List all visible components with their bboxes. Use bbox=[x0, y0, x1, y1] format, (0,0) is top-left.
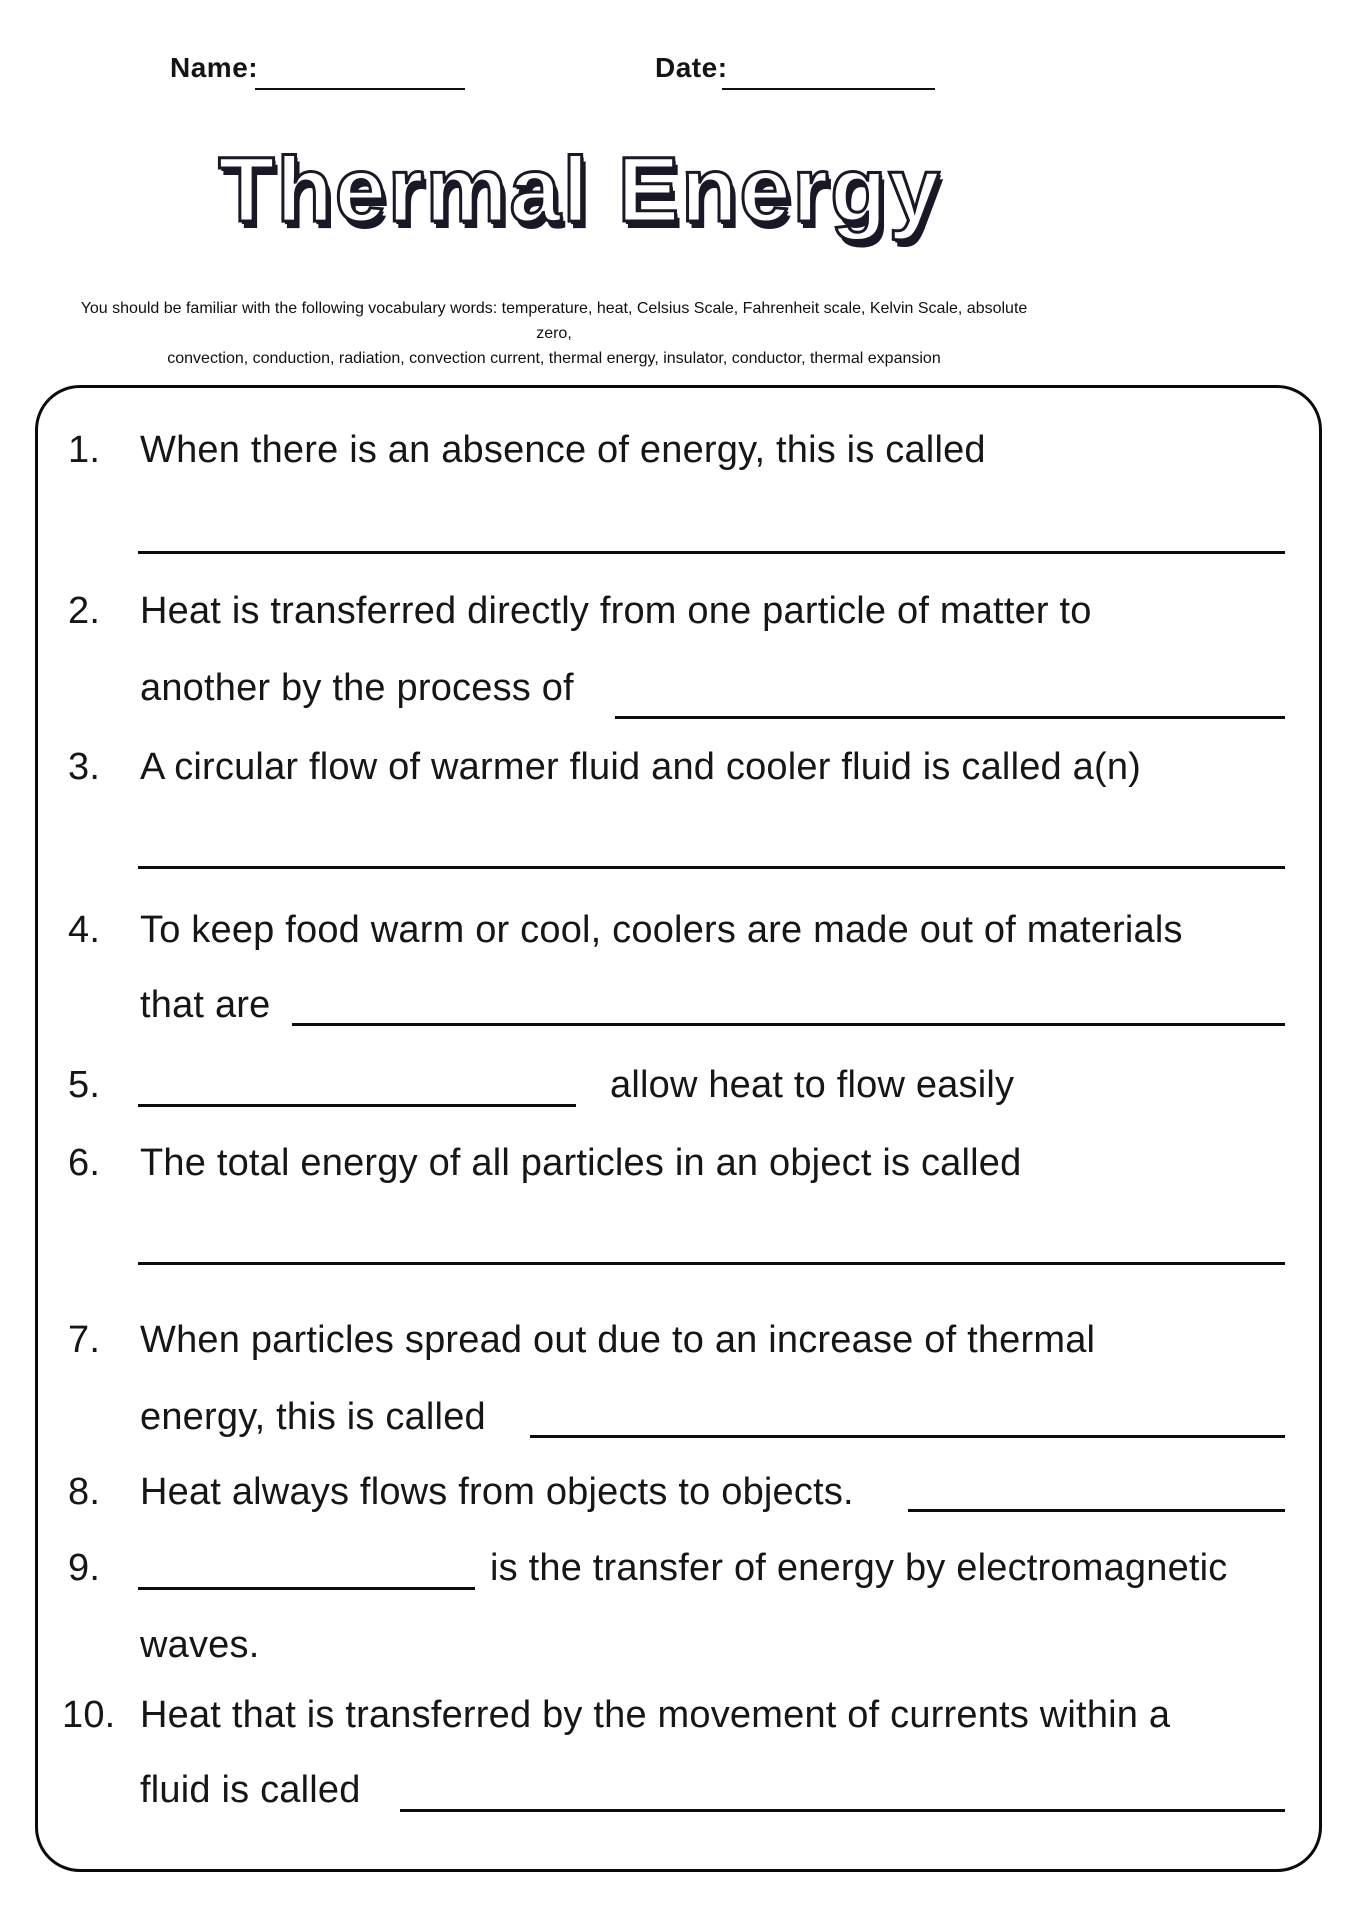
answer-blank-9 bbox=[138, 1587, 475, 1590]
question-text: The total energy of all particles in an object is called bbox=[140, 1142, 1022, 1184]
question-row-2 bbox=[68, 585, 1092, 637]
answer-blank-6 bbox=[138, 1262, 1285, 1265]
question-text: allow heat to flow easily bbox=[610, 1064, 1015, 1106]
question-number: 8. bbox=[68, 1471, 101, 1513]
name-label: Name: bbox=[170, 52, 259, 83]
answer-blank-5 bbox=[138, 1104, 576, 1107]
question-text: Heat always flows from objects to objects. bbox=[140, 1471, 854, 1513]
question-row-4 bbox=[68, 904, 1183, 956]
question-row-9 bbox=[68, 1542, 140, 1594]
question-text: When particles spread out due to an increase of thermal bbox=[140, 1319, 1096, 1361]
question-text: When there is an absence of energy, this is called bbox=[140, 429, 986, 471]
question-text: waves. bbox=[140, 1624, 260, 1666]
question-row-9-cont bbox=[140, 1619, 259, 1671]
instructions-line-1: You should be familiar with the following vocabulary words: temperature, heat, Celsius Scale, Fahrenheit scale, Kelvin Scale, absolute zero, bbox=[80, 300, 1028, 342]
question-row-10 bbox=[62, 1689, 1170, 1741]
question-row-1 bbox=[68, 424, 986, 476]
question-text: that are bbox=[140, 984, 271, 1026]
question-number: 7. bbox=[68, 1319, 101, 1361]
question-number: 1. bbox=[68, 429, 101, 471]
question-text: is the transfer of energy by electromagnetic bbox=[490, 1547, 1228, 1589]
answer-blank-3 bbox=[138, 866, 1285, 869]
question-text: fluid is called bbox=[140, 1769, 361, 1811]
question-number: 9. bbox=[68, 1547, 101, 1589]
question-text: A circular flow of warmer fluid and cooler fluid is called a(n) bbox=[140, 746, 1142, 788]
question-row-3 bbox=[68, 741, 1141, 793]
question-number: 3. bbox=[68, 746, 101, 788]
date-label: Date: bbox=[655, 52, 728, 83]
question-row-7-cont bbox=[140, 1391, 486, 1443]
question-row-5-text bbox=[610, 1059, 1014, 1111]
name-blank-line bbox=[255, 88, 465, 90]
question-row-7 bbox=[68, 1314, 1095, 1366]
instructions bbox=[64, 296, 1044, 371]
answer-blank-7 bbox=[530, 1435, 1285, 1438]
question-number: 2. bbox=[68, 590, 101, 632]
question-row-8 bbox=[68, 1466, 854, 1518]
date-blank-line bbox=[722, 88, 935, 90]
question-text: Heat that is transferred by the movement of currents within a bbox=[140, 1694, 1171, 1736]
question-text: Heat is transferred directly from one particle of matter to bbox=[140, 590, 1092, 632]
worksheet-title: Thermal Energy bbox=[218, 139, 942, 241]
question-row-10-cont bbox=[140, 1764, 361, 1816]
question-number: 6. bbox=[68, 1142, 101, 1184]
question-row-6 bbox=[68, 1137, 1021, 1189]
answer-blank-1 bbox=[138, 551, 1285, 554]
question-row-2-cont bbox=[140, 662, 574, 714]
answer-blank-10 bbox=[400, 1809, 1285, 1812]
question-number: 10. bbox=[62, 1694, 116, 1736]
question-row-9-text bbox=[490, 1542, 1228, 1594]
answer-blank-8 bbox=[908, 1509, 1285, 1512]
answer-blank-2 bbox=[615, 716, 1285, 719]
question-number: 5. bbox=[68, 1064, 101, 1106]
question-number: 4. bbox=[68, 909, 101, 951]
answer-blank-4 bbox=[292, 1023, 1285, 1026]
question-row-5 bbox=[68, 1059, 140, 1111]
question-row-4-cont bbox=[140, 979, 270, 1031]
question-text: energy, this is called bbox=[140, 1396, 486, 1438]
instructions-line-2: convection, conduction, radiation, convection current, thermal energy, insulator, conductor, thermal expansion bbox=[167, 350, 941, 367]
question-text: To keep food warm or cool, coolers are made out of materials bbox=[140, 909, 1183, 951]
question-text: another by the process of bbox=[140, 667, 574, 709]
